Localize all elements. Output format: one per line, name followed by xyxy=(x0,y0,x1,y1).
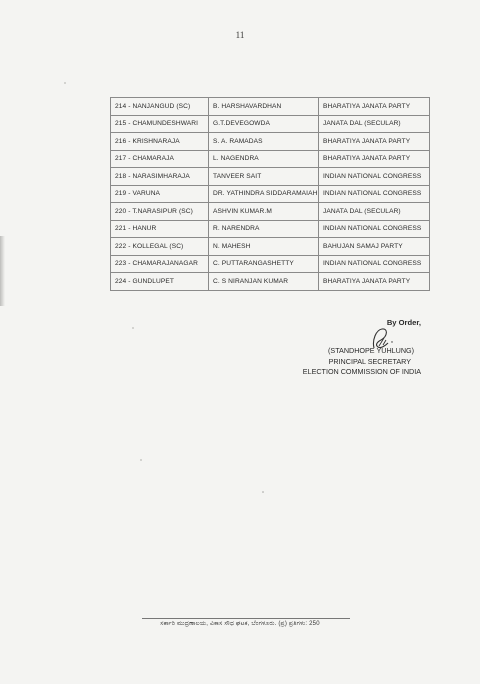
party-cell: INDIAN NATIONAL CONGRESS xyxy=(319,255,430,273)
party-cell: BHARATIYA JANATA PARTY xyxy=(319,133,430,151)
by-order-label: By Order, xyxy=(386,318,421,327)
constituency-cell: 220 - T.NARASIPUR (SC) xyxy=(111,203,209,221)
constituency-cell: 214 - NANJANGUD (SC) xyxy=(111,98,209,116)
constituency-cell: 215 - CHAMUNDESHWARI xyxy=(111,115,209,133)
constituency-results-table xyxy=(110,97,430,291)
candidate-cell: C. S NIRANJAN KUMAR xyxy=(209,273,319,291)
candidate-cell: ASHVIN KUMAR.M xyxy=(209,203,319,221)
table-row xyxy=(111,220,430,238)
constituency-cell: 221 - HANUR xyxy=(111,220,209,238)
candidate-cell: C. PUTTARANGASHETTY xyxy=(209,255,319,273)
candidate-cell: DR. YATHINDRA SIDDARAMAIAH xyxy=(209,185,319,203)
signatory-organization: ELECTION COMMISSION OF INDIA xyxy=(302,367,421,376)
table-row xyxy=(111,133,430,151)
table-row xyxy=(111,150,430,168)
signatory-title: PRINCIPAL SECRETARY xyxy=(328,356,411,366)
constituency-cell: 216 - KRISHNARAJA xyxy=(111,133,209,151)
party-cell: JANATA DAL (SECULAR) xyxy=(319,203,430,221)
table-row xyxy=(111,255,430,273)
candidate-cell: R. NARENDRA xyxy=(209,220,319,238)
constituency-cell: 218 - NARASIMHARAJA xyxy=(111,168,209,186)
footer-divider xyxy=(142,618,350,619)
signatory-name: (STANDHOPE YUHLUNG) xyxy=(328,346,414,355)
table-row xyxy=(111,185,430,203)
party-cell: INDIAN NATIONAL CONGRESS xyxy=(319,220,430,238)
party-cell: BAHUJAN SAMAJ PARTY xyxy=(319,238,430,256)
scan-speck xyxy=(140,459,142,461)
signature-block xyxy=(303,346,421,378)
candidate-cell: S. A. RAMADAS xyxy=(209,133,319,151)
page-number: 11 xyxy=(235,30,245,40)
candidate-cell: TANVEER SAIT xyxy=(209,168,319,186)
table-row xyxy=(111,168,430,186)
table-row xyxy=(111,203,430,221)
party-cell: INDIAN NATIONAL CONGRESS xyxy=(319,168,430,186)
scan-speck xyxy=(262,491,264,493)
table-row xyxy=(111,273,430,291)
table-row xyxy=(111,115,430,133)
candidate-cell: G.T.DEVEGOWDA xyxy=(209,115,319,133)
constituency-cell: 219 - VARUNA xyxy=(111,185,209,203)
scan-edge-shadow xyxy=(0,236,5,306)
constituency-cell: 222 - KOLLEGAL (SC) xyxy=(111,238,209,256)
party-cell: BHARATIYA JANATA PARTY xyxy=(319,150,430,168)
constituency-cell: 217 - CHAMARAJA xyxy=(111,150,209,168)
table-body xyxy=(111,98,430,291)
constituency-cell: 224 - GUNDLUPET xyxy=(111,273,209,291)
table-row xyxy=(111,98,430,116)
footer-printer-line: ಸರ್ಕಾರಿ ಮುದ್ರಣಾಲಯ, ವಿಕಾಸ ಸೌಧ ಘಟಕ, ಬೆಂಗಳೂರು. (ಪ್ರ) ಪ್ರತಿಗಳು: 250 xyxy=(160,621,320,627)
scan-speck xyxy=(132,327,134,329)
party-cell: BHARATIYA JANATA PARTY xyxy=(319,98,430,116)
party-cell: BHARATIYA JANATA PARTY xyxy=(319,273,430,291)
candidate-cell: B. HARSHAVARDHAN xyxy=(209,98,319,116)
party-cell: JANATA DAL (SECULAR) xyxy=(319,115,430,133)
candidate-cell: L. NAGENDRA xyxy=(209,150,319,168)
candidate-cell: N. MAHESH xyxy=(209,238,319,256)
constituency-cell: 223 - CHAMARAJANAGAR xyxy=(111,255,209,273)
party-cell: INDIAN NATIONAL CONGRESS xyxy=(319,185,430,203)
table-row xyxy=(111,238,430,256)
scan-speck xyxy=(64,82,66,84)
